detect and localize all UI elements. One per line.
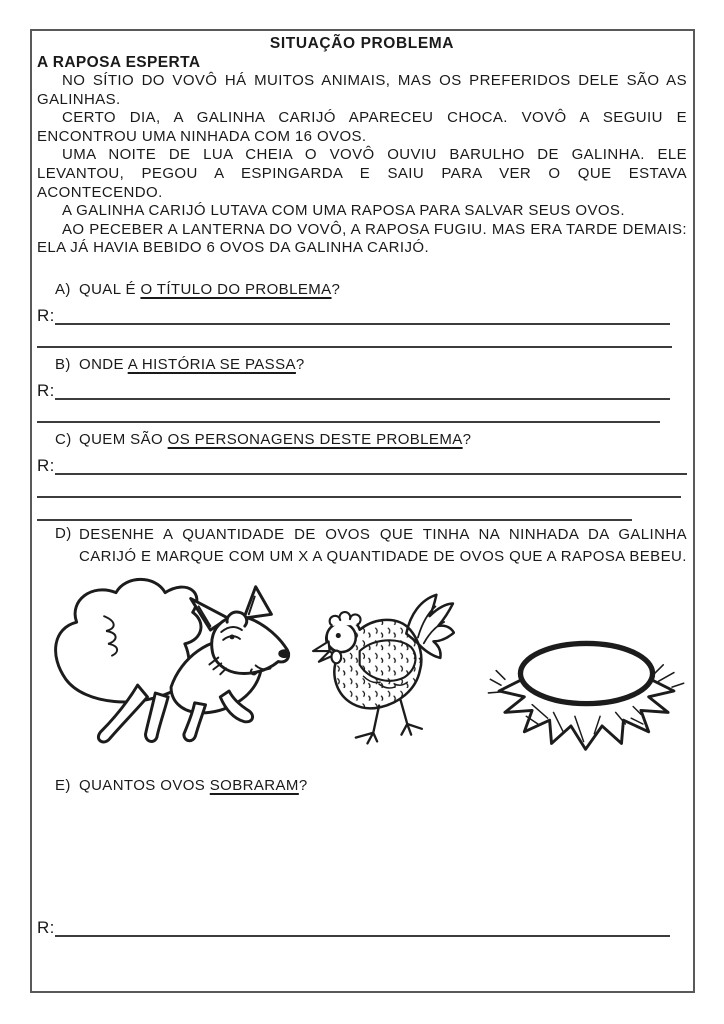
question-e-pre: QUANTOS OVOS (79, 776, 210, 794)
illustrations-row (37, 571, 687, 766)
answer-line-b (55, 374, 670, 400)
question-c-text (79, 430, 687, 449)
question-e-underlined: SOBRARAM (209, 776, 299, 794)
answer-row-e (37, 911, 687, 937)
question-b-pre: ONDE (79, 355, 128, 373)
story-paragraph: UMA NOITE DE LUA CHEIA O VOVÔ OUVIU BARULHO DE GALINHA. ELE LEVANTOU, PEGOU A ESPINGARDA E SAIU PARA VER O QUE ESTAVA ACONTECENDO. (37, 146, 687, 201)
answer-prefix: R: (37, 455, 55, 475)
question-b-label: B) (55, 355, 71, 373)
nest-illustration (487, 623, 687, 759)
answer-line-a (55, 299, 670, 325)
question-b-text (79, 355, 687, 374)
question-e-label: E) (55, 776, 71, 794)
answer-prefix: R: (37, 380, 55, 400)
story-title: A RAPOSA ESPERTA (37, 54, 201, 71)
story-paragraph: CERTO DIA, A GALINHA CARIJÓ APARECEU CHOCA. VOVÔ A SEGUIU E ENCONTROU UMA NINHADA COM 16 OVOS. (37, 109, 687, 145)
hen-illustration (309, 587, 455, 757)
story-paragraph: A GALINHA CARIJÓ LUTAVA COM UMA RAPOSA PARA SALVAR SEUS OVOS. (62, 202, 625, 220)
question-d-label: D) (55, 524, 72, 542)
question-b-post: ? (295, 355, 305, 373)
story-paragraph: NO SÍTIO DO VOVÔ HÁ MUITOS ANIMAIS, MAS OS PREFERIDOS DELE SÃO AS GALINHAS. (37, 72, 687, 108)
question-a-label: A) (55, 280, 71, 298)
page-title: SITUAÇÃO PROBLEMA (269, 35, 455, 52)
answer-row-a (37, 299, 687, 325)
question-b (55, 355, 687, 374)
question-e-post: ? (298, 776, 308, 794)
question-c-underlined: OS PERSONAGENS DESTE PROBLEMA (167, 430, 463, 448)
answer-extra-line-b (37, 400, 660, 423)
question-c-post: ? (462, 430, 472, 448)
answer-line-c (55, 449, 687, 475)
fox-illustration (37, 571, 313, 753)
question-d (55, 524, 687, 569)
question-b-underlined: A HISTÓRIA SE PASSA (127, 355, 296, 373)
answer-extra-line-c2 (37, 498, 632, 521)
question-a-post: ? (331, 280, 341, 298)
question-a-text (79, 280, 687, 299)
answer-prefix: R: (37, 305, 55, 325)
question-c-pre: QUEM SÃO (79, 430, 168, 448)
answer-row-b (37, 374, 687, 400)
answer-prefix: R: (37, 917, 55, 937)
answer-row-c (37, 449, 687, 475)
question-c (55, 430, 687, 449)
worksheet-frame (30, 29, 695, 993)
answer-line-e (55, 911, 670, 937)
question-c-label: C) (55, 430, 72, 448)
question-e-text (79, 776, 687, 795)
question-a (55, 280, 687, 299)
story-paragraph: AO PECEBER A LANTERNA DO VOVÔ, A RAPOSA FUGIU. MAS ERA TARDE DEMAIS: ELA JÁ HAVIA BEBIDO 6 OVOS DA GALINHA CARIJÓ. (37, 220, 687, 257)
answer-extra-line-c1 (37, 475, 681, 498)
question-e (55, 776, 687, 795)
question-a-pre: QUAL É (79, 280, 141, 298)
answer-extra-line-a (37, 325, 672, 348)
question-d-text: DESENHE A QUANTIDADE DE OVOS QUE TINHA NA NINHADA DA GALINHA CARIJÓ E MARQUE COM UM X A QUANTIDADE DE OVOS QUE A RAPOSA BEBEU. (79, 525, 687, 566)
question-a-underlined: O TÍTULO DO PROBLEMA (140, 280, 332, 298)
